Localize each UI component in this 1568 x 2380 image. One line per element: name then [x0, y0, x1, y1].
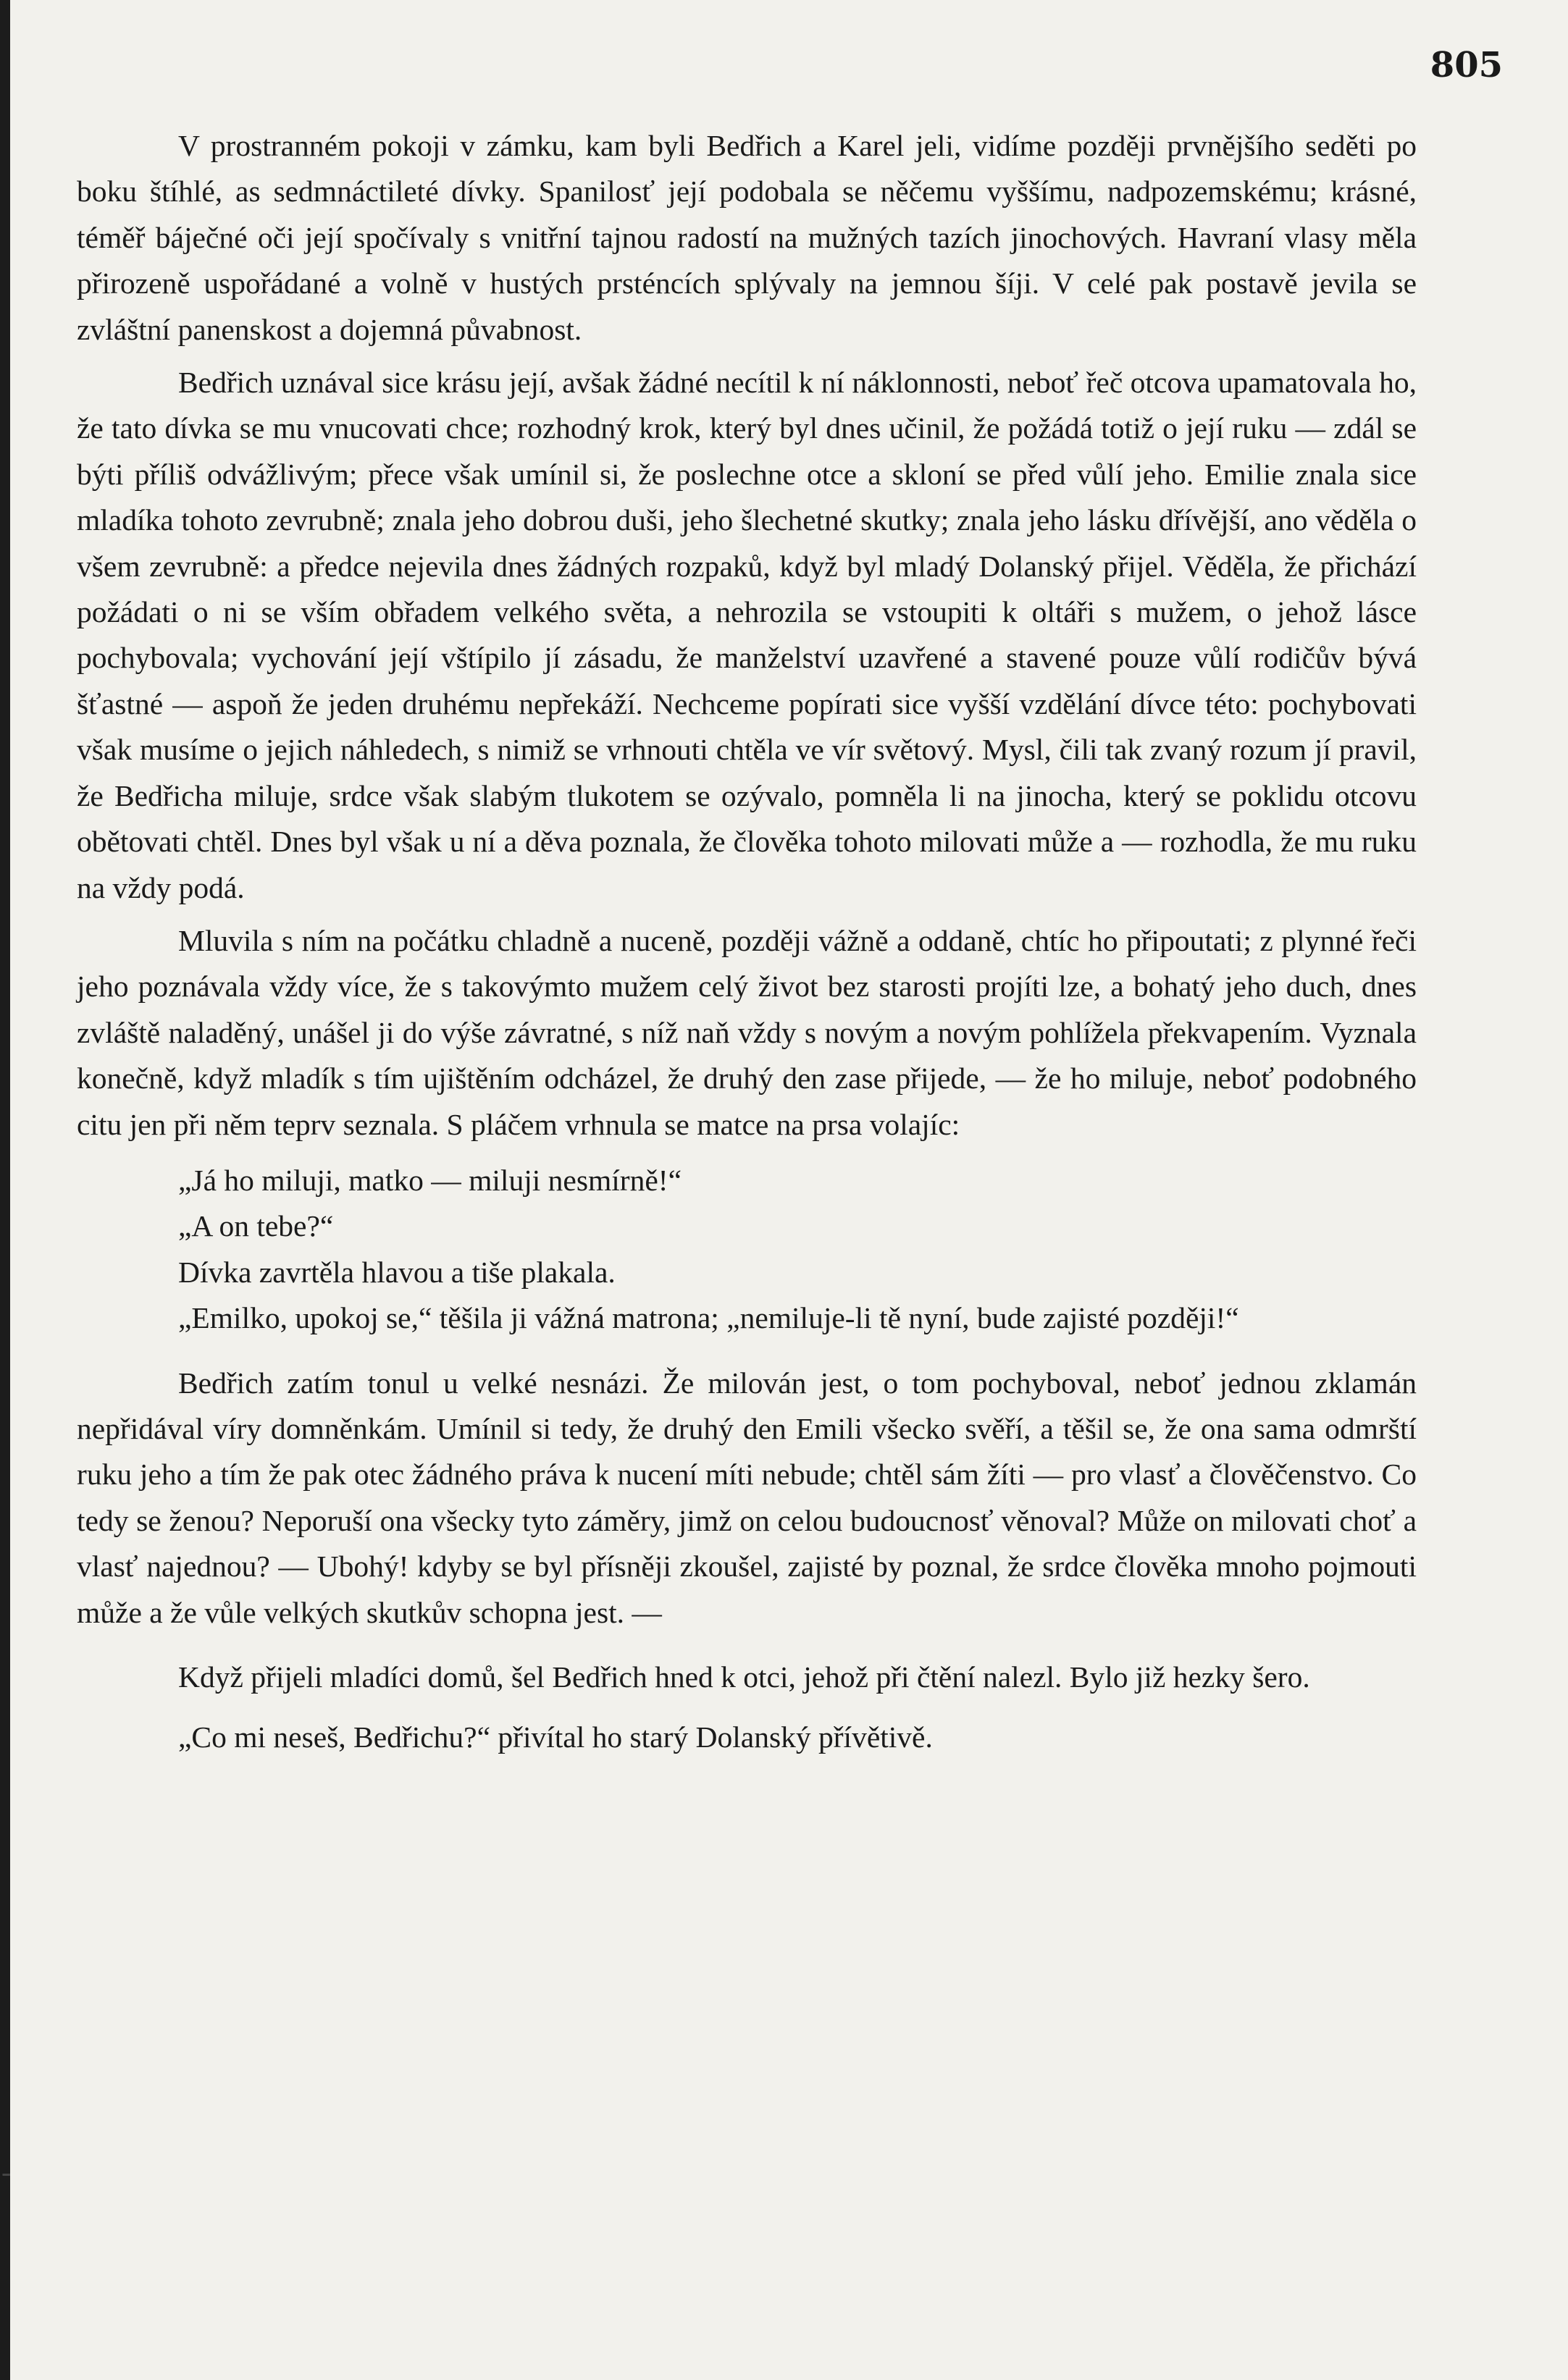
page-number: 805	[1430, 45, 1503, 85]
paragraph: Když přijeli mladíci domů, šel Bedřich hned k otci, jehož při čtění nalezl. Bylo již hezky šero.	[178, 1660, 1310, 1694]
dialogue-line: „Emilko, upokoj se,“ těšila ji vážná matrona; „nemiluje-li tě nyní, bude zajisté později!“	[178, 1301, 1239, 1335]
margin-mark: -	[1, 2156, 12, 2188]
dialogue-line: „Já ho miluji, matko — miluji nesmírně!“	[178, 1163, 682, 1197]
paragraph: „Co mi neseš, Bedřichu?“ přivítal ho starý Dolanský přívětivě.	[178, 1720, 933, 1754]
dialogue-line: Dívka zavrtěla hlavou a tiše plakala.	[178, 1255, 616, 1289]
dialogue-line: „A on tebe?“	[178, 1209, 334, 1243]
book-page	[10, 0, 1568, 2380]
paragraph: Bedřich uznával sice krásu její, avšak žádné necítil k ní náklonnosti, neboť řeč otcova upamatovala ho, že tato dívka se mu vnucovati chce; rozhodný krok, který byl dnes učinil, že požádá totiž o její ruku — zdál se býti příliš odvážlivým; přece však umínil si, že poslechne otce a skloní se před vůlí jeho. Emilie znala sice mladíka tohoto zevrubně; znala jeho dobrou duši, jeho šlechetné skutky; znala jeho lásku dřívější, ano věděla o všem zevrubně: a předce nejevila dnes žádných rozpaků, když byl mladý Dolanský přijel. Věděla, že přichází požádati o ni se vším obřadem velkého světa, a nehrozila se vstoupiti k oltáři s mužem, o jehož lásce pochybovala; vychování její vštípilo jí zásadu, že manželství uzavřené a stavené pouze vůlí rodičův bývá šťastné — aspoň že jeden druhému nepřekáží. Nechceme popírati sice vyšší vzdělání dívce této: pochybovati však musíme o jejich náhledech, s nimiž se vrhnouti chtěla ve vír světový. Mysl, čili tak zvaný rozum jí pravil, že Bedřicha miluje, srdce však slabým tlukotem se ozývalo, pomněla li na jinocha, který se poklidu otcovu obětovati chtěl. Dnes byl však u ní a děva poznala, že člověka tohoto milovati může a — rozhodla, že mu ruku na vždy podá.	[77, 366, 1417, 904]
paragraph: V prostranném pokoji v zámku, kam byli Bedřich a Karel jeli, vidíme později prvnějšího seděti po boku štíhlé, as sedmnáctileté dívky. Spanilosť její podobala se něčemu vyššímu, nadpozemskému; krásné, téměř báječné oči její spočívaly s vnitřní tajnou radostí na mužných tazích jinochových. Havraní vlasy měla přirozeně uspořádané a volně v hustých prsténcích splývaly na jemnou šíji. V celé pak postavě jevila se zvláštní panenskost a dojemná půvabnost.	[77, 129, 1417, 346]
paragraph: Bedřich zatím tonul u velké nesnázi. Že milován jest, o tom pochyboval, neboť jednou zklamán nepřidával víry domněnkám. Umínil si tedy, že druhý den Emili všecko svěří, a těšil se, že ona sama odmrští ruku jeho a tím že pak otec žádného práva k nucení míti nebude; chtěl sám žíti — pro vlasť a člověčenstvo. Co tedy se ženou? Neporuší ona všecky tyto záměry, jimž on celou budoucnosť věnoval? Může on milovati choť a vlasť najednou? — Ubohý! kdyby se byl přísněji zkoušel, zajisté by poznal, že srdce člověka mnoho pojmouti může a že vůle velkých skutkův schopna jest. —	[77, 1366, 1417, 1629]
paragraph: Mluvila s ním na počátku chladně a nuceně, později vážně a oddaně, chtíc ho připoutati; z plynné řeči jeho poznávala vždy více, že s takovýmto mužem celý život bez starosti projíti lze, a bohatý jeho duch, dnes zvláště naladěný, unášel ji do výše závratné, s níž naň vždy s novým a novým pohlížela překvapením. Vyznala konečně, když mladík s tím ujištěním odcházel, že druhý den zase přijede, — že ho miluje, neboť podobného citu jen při něm teprv seznala. S pláčem vrhnula se matce na prsa volajíc:	[77, 923, 1417, 1141]
page-text	[77, 123, 1417, 1768]
